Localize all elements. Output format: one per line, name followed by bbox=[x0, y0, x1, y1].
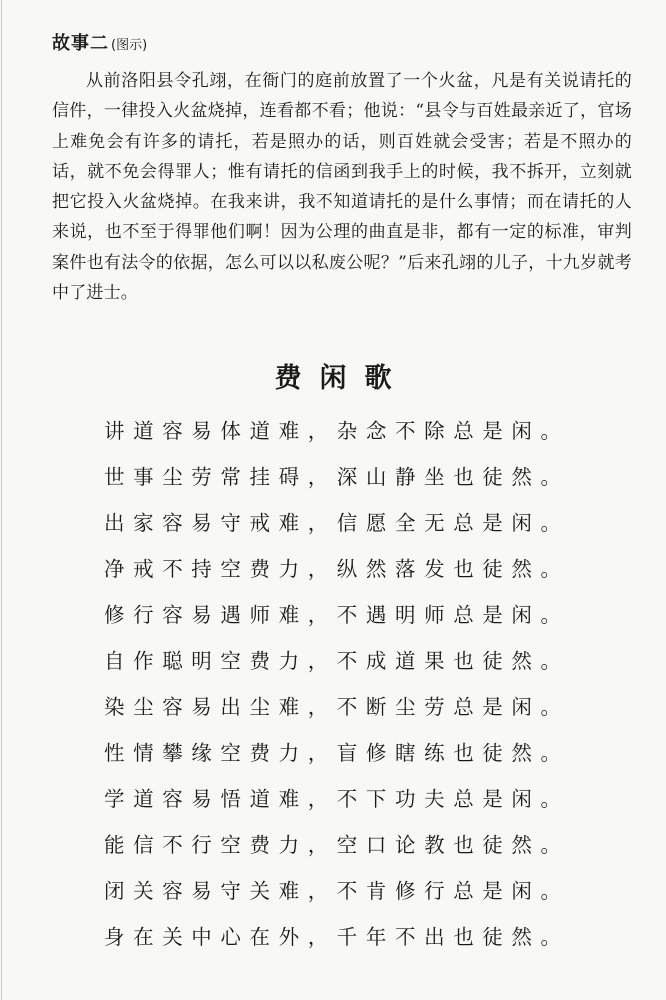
story-heading bbox=[52, 30, 632, 60]
poem-line-5: 修行容易遇师难，不遇明师总是闲。 bbox=[104, 603, 570, 627]
poem-lines bbox=[104, 408, 570, 960]
poem-title: 费闲歌 bbox=[274, 363, 410, 394]
poem-line-4: 净戒不持空费力，纵然落发也徒然。 bbox=[104, 557, 570, 581]
poem-line-6: 自作聪明空费力，不成道果也徒然。 bbox=[104, 649, 570, 673]
poem-section bbox=[0, 352, 666, 949]
story-section bbox=[52, 30, 632, 308]
poem-line-2: 世事尘劳常挂碍，深山静坐也徒然。 bbox=[104, 465, 570, 489]
poem-line-8: 性情攀缘空费力，盲修瞎练也徒然。 bbox=[104, 741, 570, 765]
poem-line-1: 讲道容易体道难，杂念不除总是闲。 bbox=[104, 419, 570, 443]
poem-line-9: 学道容易悟道难，不下功夫总是闲。 bbox=[104, 787, 570, 811]
poem-line-10: 能信不行空费力，空口论教也徒然。 bbox=[104, 833, 570, 857]
poem-line-7: 染尘容易出尘难，不断尘劳总是闲。 bbox=[104, 695, 570, 719]
poem-line-12: 身在关中心在外，千年不出也徒然。 bbox=[104, 925, 570, 949]
poem-line-11: 闭关容易守关难，不肯修行总是闲。 bbox=[104, 879, 570, 903]
story-heading-text: 故事二 bbox=[52, 33, 109, 54]
story-heading-note: (图示) bbox=[111, 38, 148, 53]
story-body: 从前洛阳县令孔翊，在衙门的庭前放置了一个火盆，凡是有关说请托的信件，一律投入火盆烧掉，连看都不看；他说：“县令与百姓最亲近了，官场上难免会有许多的请托，若是照办的话，则百姓就会受害；若是不照办的话，就不免会得罪人；惟有请托的信函到我手上的时候，我不拆开，立刻就把它投入火盆烧掉。在我来讲，我不知道请托的是什么事情；而在请托的人来说，也不至于得罪他们啊！因为公理的曲直是非，都有一定的标准，审判案件也有法令的依据，怎么可以以私废公呢？”后来孔翊的儿子，十九岁就考中了进士。 bbox=[52, 71, 632, 304]
poem-line-3: 出家容易守戒难，信愿全无总是闲。 bbox=[104, 511, 570, 535]
